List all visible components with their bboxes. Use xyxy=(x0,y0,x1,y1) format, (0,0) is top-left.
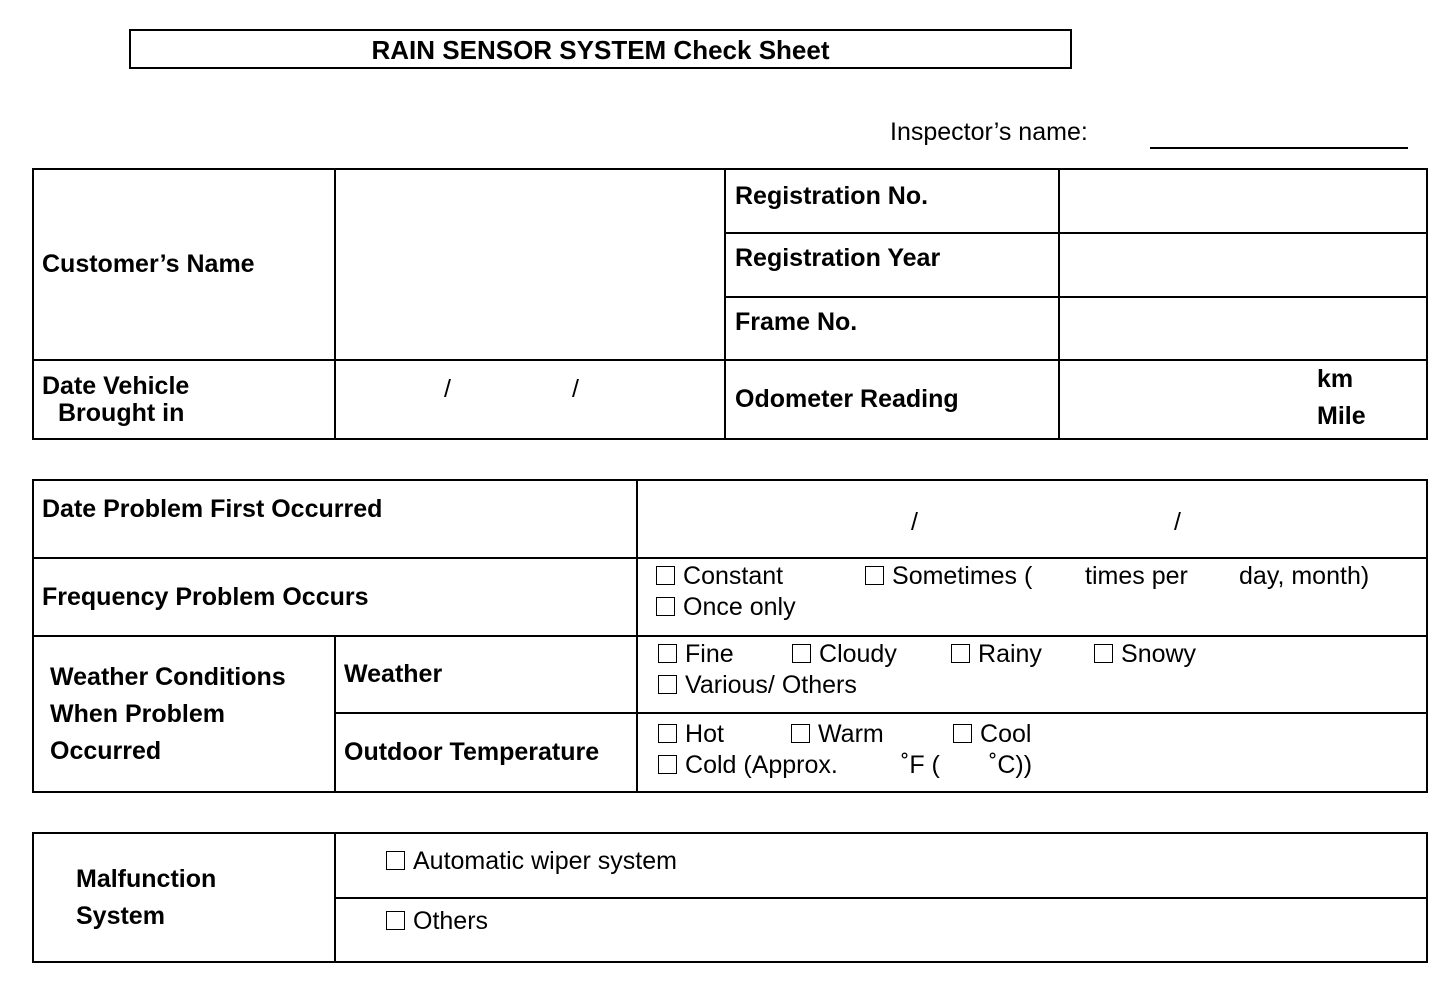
customer-name-field[interactable] xyxy=(335,169,725,360)
frequency-label-cell xyxy=(33,558,637,636)
page-title: RAIN SENSOR SYSTEM Check Sheet xyxy=(129,29,1072,69)
date-first-label: Date Problem First Occurred xyxy=(42,495,383,523)
inspector-name-field[interactable] xyxy=(1150,147,1408,149)
date-first-label-cell xyxy=(33,480,637,558)
checkbox[interactable] xyxy=(792,644,811,663)
option-cool[interactable]: Cool xyxy=(953,720,1031,749)
option-cold[interactable]: Cold (Approx. xyxy=(658,751,838,780)
checkbox[interactable] xyxy=(656,597,675,616)
malfunction-label-line1: Malfunction xyxy=(76,864,217,893)
day-month-text: day, month) xyxy=(1239,562,1370,590)
frame-no-field[interactable] xyxy=(1059,297,1427,360)
registration-no-field[interactable] xyxy=(1059,169,1427,233)
checkbox[interactable] xyxy=(658,755,677,774)
option-once-only[interactable]: Once only xyxy=(656,593,796,622)
option-warm[interactable]: Warm xyxy=(791,720,884,749)
option-various-others[interactable]: Various/ Others xyxy=(658,671,857,700)
option-snowy[interactable]: Snowy xyxy=(1094,640,1196,669)
option-hot[interactable]: Hot xyxy=(658,720,724,749)
checkbox[interactable] xyxy=(658,675,677,694)
temperature-label: Outdoor Temperature xyxy=(344,738,600,766)
option-constant[interactable]: Constant xyxy=(656,562,783,591)
weather-label-cell xyxy=(335,636,637,713)
frequency-label: Frequency Problem Occurs xyxy=(42,582,369,611)
vehicle-info-table xyxy=(32,168,1428,440)
odometer-field[interactable] xyxy=(1059,360,1427,439)
weather-conditions-label-line1: Weather Conditions xyxy=(50,662,286,691)
unit-km: km xyxy=(1317,365,1354,393)
date-separator: / xyxy=(911,508,918,536)
registration-year-field[interactable] xyxy=(1059,233,1427,297)
checkbox[interactable] xyxy=(656,566,675,585)
date-first-field[interactable] xyxy=(637,480,1427,558)
checkbox[interactable] xyxy=(386,851,405,870)
temperature-label-cell xyxy=(335,713,637,792)
registration-no-label: Registration No. xyxy=(735,182,929,210)
temperature-options xyxy=(637,713,1427,792)
fahrenheit-unit: ˚F ( xyxy=(901,751,940,779)
frequency-options xyxy=(637,558,1427,636)
customer-name-label-cell xyxy=(33,169,335,360)
checkbox[interactable] xyxy=(658,644,677,663)
date-separator: / xyxy=(1174,508,1181,536)
frame-no-label: Frame No. xyxy=(735,308,858,336)
date-vehicle-label-line1: Date Vehicle xyxy=(42,371,190,400)
malfunction-label-line2: System xyxy=(76,901,165,930)
problem-conditions-table xyxy=(32,479,1428,793)
odometer-label-cell xyxy=(725,360,1059,439)
malfunction-label-cell xyxy=(33,833,335,962)
checkbox[interactable] xyxy=(865,566,884,585)
weather-label: Weather xyxy=(344,660,443,688)
date-vehicle-label-line2: Brought in xyxy=(58,398,185,427)
registration-no-label-cell xyxy=(725,169,1059,233)
date-separator: / xyxy=(444,375,451,403)
times-per-text: times per xyxy=(1085,562,1188,590)
option-others[interactable]: Others xyxy=(386,907,488,936)
malfunction-row-automatic xyxy=(335,833,1427,898)
malfunction-table xyxy=(32,832,1428,963)
option-automatic-wiper[interactable]: Automatic wiper system xyxy=(386,847,677,876)
option-cloudy[interactable]: Cloudy xyxy=(792,640,897,669)
celsius-unit: ˚C)) xyxy=(989,751,1033,779)
checkbox[interactable] xyxy=(951,644,970,663)
inspector-name-label: Inspector’s name: xyxy=(890,118,1088,146)
weather-conditions-label-line3: Occurred xyxy=(50,736,162,765)
registration-year-label-cell xyxy=(725,233,1059,297)
option-sometimes[interactable]: Sometimes ( xyxy=(865,562,1032,591)
date-vehicle-field[interactable] xyxy=(335,360,725,439)
weather-conditions-label-line2: When Problem xyxy=(50,699,226,728)
customer-name-label: Customer’s Name xyxy=(42,250,255,278)
checkbox[interactable] xyxy=(953,724,972,743)
malfunction-row-others xyxy=(335,898,1427,962)
option-fine[interactable]: Fine xyxy=(658,640,734,669)
option-rainy[interactable]: Rainy xyxy=(951,640,1042,669)
weather-conditions-label-cell xyxy=(33,636,335,792)
checkbox[interactable] xyxy=(386,911,405,930)
frame-no-label-cell xyxy=(725,297,1059,360)
date-vehicle-label-cell xyxy=(33,360,335,439)
weather-options xyxy=(637,636,1427,713)
odometer-label: Odometer Reading xyxy=(735,385,959,413)
registration-year-label: Registration Year xyxy=(735,244,941,272)
checkbox[interactable] xyxy=(1094,644,1113,663)
checkbox[interactable] xyxy=(791,724,810,743)
checkbox[interactable] xyxy=(658,724,677,743)
date-separator: / xyxy=(572,375,579,403)
unit-mile: Mile xyxy=(1317,402,1366,430)
